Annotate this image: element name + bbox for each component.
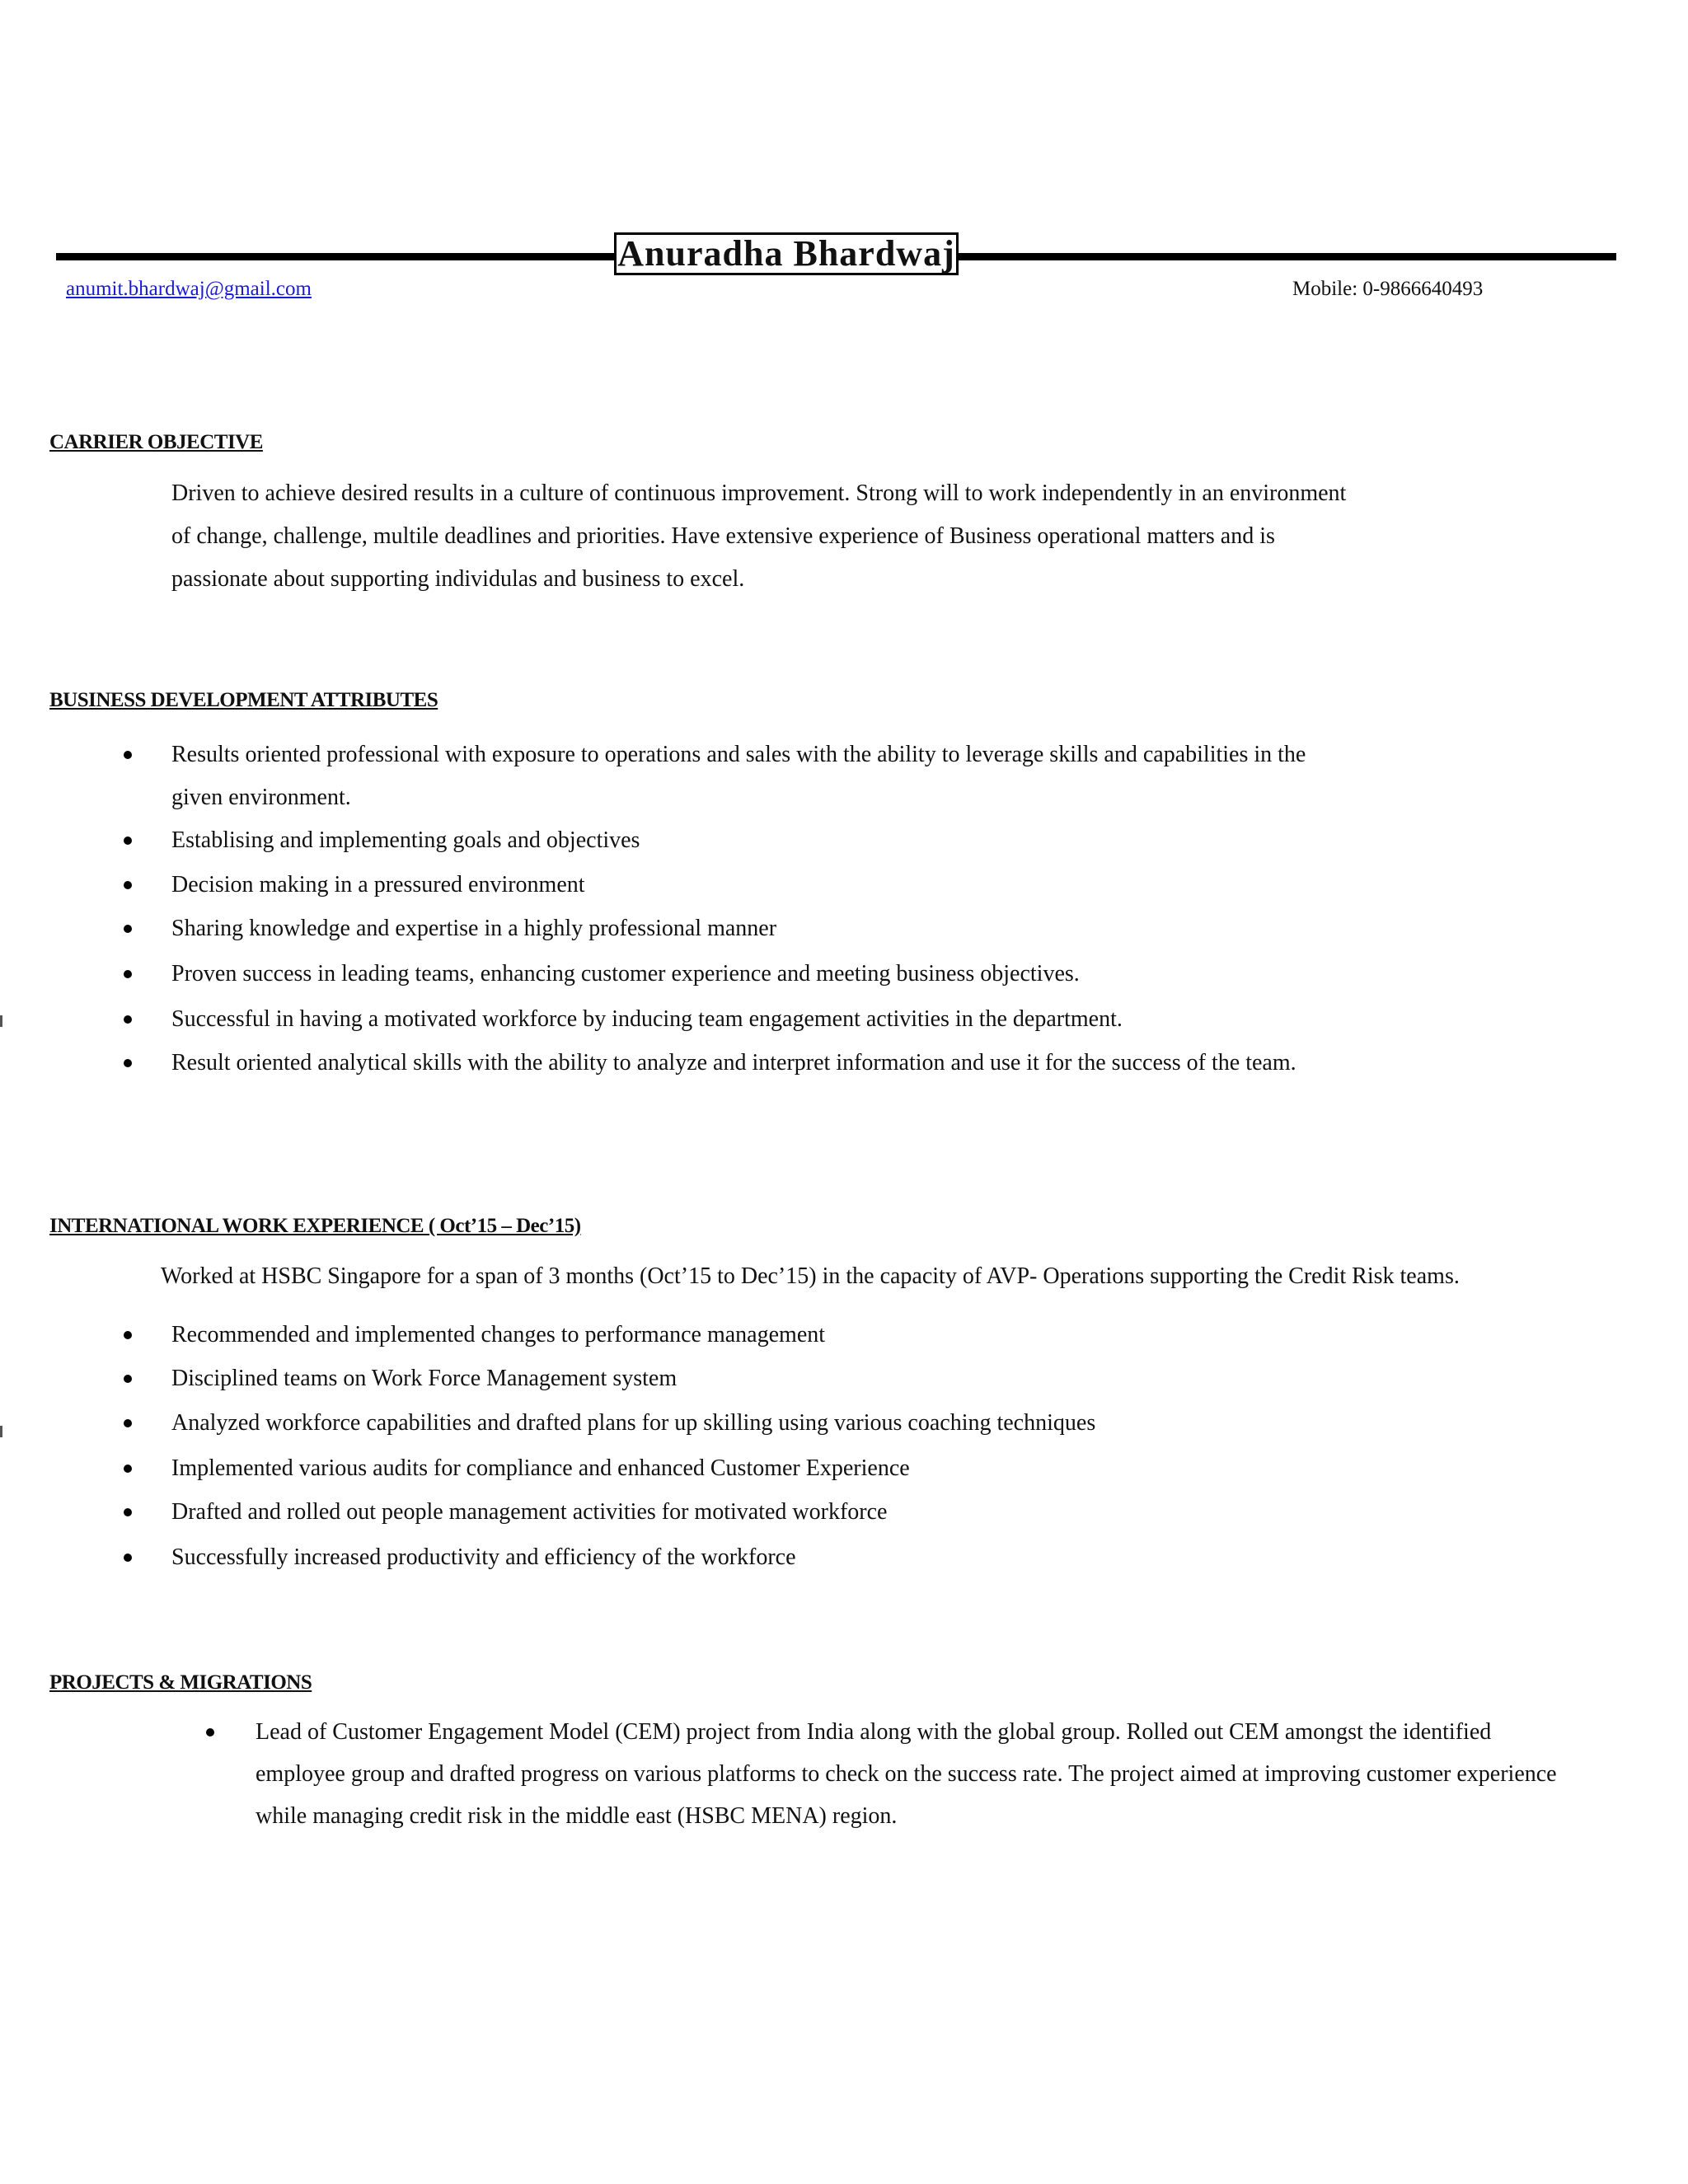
- bullet-icon: [124, 1419, 132, 1427]
- list-item-text: Analyzed workforce capabilities and drafted plans for up skilling using various coaching techniques: [171, 1410, 1096, 1436]
- projects-heading: PROJECTS & MIGRATIONS: [49, 1671, 312, 1694]
- list-item-text: employee group and drafted progress on various platforms to check on the success rate. The project aimed at improving customer experience: [256, 1761, 1557, 1787]
- list-item: [171, 953, 1306, 998]
- objective-line: passionate about supporting individulas and business to excel.: [171, 566, 745, 592]
- margin-mark: [0, 1015, 2, 1027]
- list-item-text: Recommended and implemented changes to performance management: [171, 1322, 826, 1347]
- list-item-text: Implemented various audits for compliance and enhanced Customer Experience: [171, 1455, 910, 1481]
- list-item: [171, 1447, 1095, 1491]
- objective-paragraph: [171, 472, 1346, 601]
- bullet-icon: [206, 1728, 214, 1736]
- list-item: [171, 819, 1306, 864]
- objective-line: Driven to achieve desired results in a culture of continuous improvement. Strong will to work independently in an environment: [171, 480, 1347, 506]
- bullet-icon: [124, 1554, 132, 1562]
- objective-line: of change, challenge, multile deadlines and priorities. Have extensive experience of Business operational matters and is: [171, 523, 1275, 549]
- candidate-name: Anuradha Bhardwaj: [614, 232, 959, 275]
- list-item-text: Successfully increased productivity and efficiency of the workforce: [171, 1544, 796, 1570]
- list-item-text: Proven success in leading teams, enhancing customer experience and meeting business objectives.: [171, 961, 1080, 987]
- bullet-icon: [124, 1375, 132, 1383]
- list-item-text: Drafted and rolled out people management activities for motivated workforce: [171, 1499, 888, 1525]
- bullet-icon: [124, 1508, 132, 1516]
- list-item: [171, 1536, 1095, 1579]
- list-item-text: Results oriented professional with exposure to operations and sales with the ability to leverage skills and capabilities in the: [171, 742, 1306, 767]
- attributes-list: [171, 733, 1306, 1085]
- list-item: [256, 1711, 1557, 1753]
- list-item: [171, 1491, 1095, 1536]
- list-item-text: given environment.: [171, 785, 351, 810]
- bullet-icon: [124, 837, 132, 845]
- objective-heading: CARRIER OBJECTIVE: [49, 431, 263, 453]
- list-item-text: Sharing knowledge and expertise in a highly professional manner: [171, 916, 777, 941]
- list-item-text: Disciplined teams on Work Force Management system: [171, 1366, 678, 1391]
- email-link[interactable]: anumit.bhardwaj@gmail.com: [66, 278, 312, 300]
- list-item-text: Successful in having a motivated workforce by inducing team engagement activities in the department.: [171, 1006, 1123, 1032]
- list-item: [171, 1314, 1095, 1357]
- projects-list: [256, 1711, 1557, 1837]
- bullet-icon: [124, 1331, 132, 1339]
- bullet-icon: [124, 1015, 132, 1024]
- list-item-text: Result oriented analytical skills with the ability to analyze and interpret information and use it for the success of the team.: [171, 1050, 1296, 1076]
- list-item-text: Decision making in a pressured environment: [171, 872, 585, 898]
- margin-mark: [0, 1426, 2, 1437]
- bullet-icon: [124, 925, 132, 933]
- bullet-icon: [124, 881, 132, 889]
- list-item: [171, 733, 1306, 776]
- mobile-number: Mobile: 0-9866640493: [1292, 278, 1484, 300]
- attributes-heading: BUSINESS DEVELOPMENT ATTRIBUTES: [49, 689, 438, 711]
- list-item-text: while managing credit risk in the middle east (HSBC MENA) region.: [256, 1803, 898, 1829]
- international-intro: [161, 1255, 1460, 1298]
- international-heading: INTERNATIONAL WORK EXPERIENCE ( Oct’15 – Dec’15): [49, 1215, 581, 1237]
- list-item-continuation: [256, 1753, 1557, 1795]
- bullet-icon: [124, 1465, 132, 1473]
- bullet-icon: [124, 970, 132, 978]
- list-item: [171, 907, 1306, 953]
- list-item: [171, 1357, 1095, 1402]
- list-item-continuation: [171, 776, 1306, 819]
- list-item-text: Lead of Customer Engagement Model (CEM) project from India along with the global group. Rolled out CEM amongst the identified: [256, 1719, 1492, 1745]
- list-item-text: Establising and implementing goals and objectives: [171, 827, 640, 853]
- list-item: [171, 1402, 1095, 1447]
- international-intro-text: Worked at HSBC Singapore for a span of 3 months (Oct’15 to Dec’15) in the capacity of AVP- Operations supporting the Credit Risk teams.: [161, 1263, 1460, 1289]
- bullet-icon: [124, 1059, 132, 1067]
- list-item: [171, 998, 1306, 1042]
- list-item: [171, 864, 1306, 907]
- international-list: [171, 1314, 1095, 1579]
- list-item: [171, 1042, 1306, 1085]
- list-item-continuation: [256, 1795, 1557, 1837]
- bullet-icon: [124, 751, 132, 759]
